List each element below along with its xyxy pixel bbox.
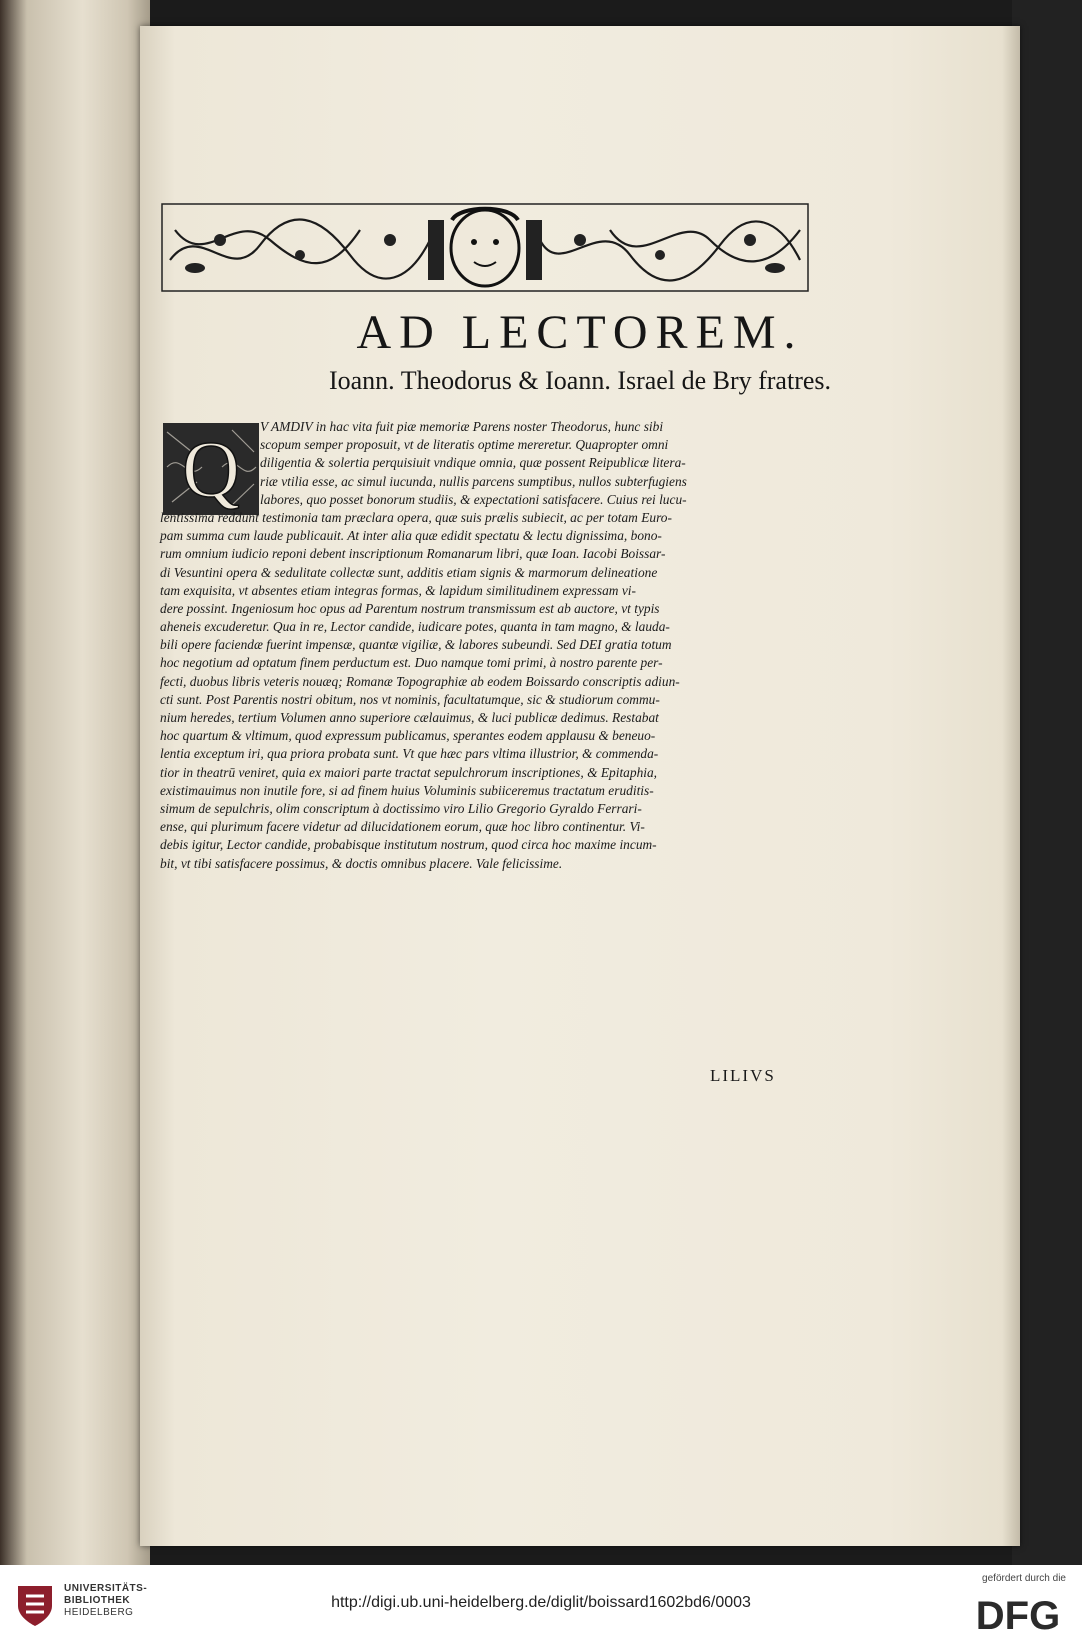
text-line: labores, quo posset bonorum studiis, & expectationi satisfacere. Cuius rei lucu- xyxy=(260,491,687,507)
text-line: lentia exceptum iri, qua priora probata sunt. Vt que hæc pars vltima illustrior, & commenda- xyxy=(160,746,659,762)
text-line: aheneis excuderetur. Qua in re, Lector candide, iudicare potes, quanta in tam magno, & lauda- xyxy=(160,619,670,635)
text-line: fecti, duobus libris veteris nouæq; Romanæ Topographiæ ab eodem Boissardo conscriptis adiun- xyxy=(160,673,680,689)
page-title: AD LECTOREM. xyxy=(356,306,804,359)
permalink-url[interactable]: http://digi.ub.uni-heidelberg.de/diglit/boissard1602bd6/0003 xyxy=(331,1594,751,1611)
text-line: pam summa cum laude publicauit. At inter alia quæ edidit spectatu & lectu dignissima, bono- xyxy=(160,528,662,544)
page-subtitle: Ioann. Theodorus & Ioann. Israel de Bry fratres. xyxy=(328,366,832,395)
body-text xyxy=(160,418,810,873)
text-line: V AMDIV in hac vita fuit piæ memoriæ Parens noster Theodorus, hunc sibi xyxy=(260,419,664,434)
text-line: dere possint. Ingeniosum hoc opus ad Parentum nostrum transmissum est ab auctore, vt typis xyxy=(160,600,660,616)
footer-bar xyxy=(0,1565,1082,1645)
initial-letter: Q xyxy=(182,426,240,514)
ornamental-headpiece xyxy=(160,200,810,295)
book-page xyxy=(140,26,1020,1546)
book-cover-right xyxy=(1012,0,1082,1565)
text-line: diligentia & solertia perquisiuit vndique omnia, quæ possent Reipublicæ litera- xyxy=(260,455,686,471)
text-line: bili opere faciendæ fuerint impensæ, quantæ vigiliæ, & labores subeundi. Sed DEI gratia totum xyxy=(160,637,672,653)
text-line: tam exquisita, vt absentes etiam integras formas, & lapidum similitudinem expressam vi- xyxy=(160,582,636,598)
text-line: bit, vt tibi satisfacere possimus, & doctis omnibus placere. Vale felicissime. xyxy=(160,855,563,871)
book-left-edge xyxy=(0,0,150,1565)
text-line: riæ vtilia esse, ac simul iucunda, nullis parcens sumptibus, nullos subterfugiens xyxy=(260,473,687,489)
text-line: di Vesuntini opera & sedulitate collectæ sunt, additis etiam signis & marmorum delineatione xyxy=(160,564,658,580)
text-line: tior in theatrū veniret, quia ex maiori parte tractat sepulchrorum inscriptiones, & Epitaphia, xyxy=(160,764,658,780)
text-line: hoc negotium ad optatum finem perductum est. Duo namque tomi primi, à nostro parente per- xyxy=(160,655,663,671)
text-line: nium heredes, tertium Volumen anno superiore cælauimus, & luci publicæ dedimus. Restabat xyxy=(160,710,659,725)
text-line: lentissima reddunt testimonia tam præclara opera, quæ suis prælis subiecit, ac per totam Euro- xyxy=(160,509,672,525)
text-line: rum omnium iudicio reponi debent inscriptionum Romanarum libri, quæ Ioan. Iacobi Boissar- xyxy=(160,546,666,562)
dfg-logo-icon xyxy=(971,1589,1066,1637)
text-line: debis igitur, Lector candide, probabisque institutum nostrum, quod circa hoc maxime incum- xyxy=(160,837,657,853)
text-line: simum de sepulchris, olim conscriptum à doctissimo viro Lilio Gregorio Gyraldo Ferrari- xyxy=(160,800,642,816)
text-line: hoc quartum & vltimum, quod expressum publicamus, sperantes eodem applausu & beneuo- xyxy=(160,728,656,744)
catchword: LILIVS xyxy=(710,1066,776,1085)
funded-by-label: gefördert durch die xyxy=(982,1573,1066,1584)
university-library-name: UNIVERSITÄTS- BIBLIOTHEK HEIDELBERG xyxy=(64,1583,148,1618)
svg-text:DFG: DFG xyxy=(975,1594,1061,1637)
text-line: existimauimus non inutile fore, si ad finem huius Voluminis subiiceremus tractatum eruditis- xyxy=(160,782,654,798)
text-line: ense, qui plurimum facere videtur ad dilucidationem eorum, quæ hoc libro continentur. Vi- xyxy=(160,819,645,835)
text-line: cti sunt. Post Parentis nostri obitum, nos vt nominis, facultatumque, sic & studiorum commu- xyxy=(160,691,660,707)
text-line: scopum semper proposuit, vt de literatis optime mereretur. Quapropter omni xyxy=(260,437,669,453)
